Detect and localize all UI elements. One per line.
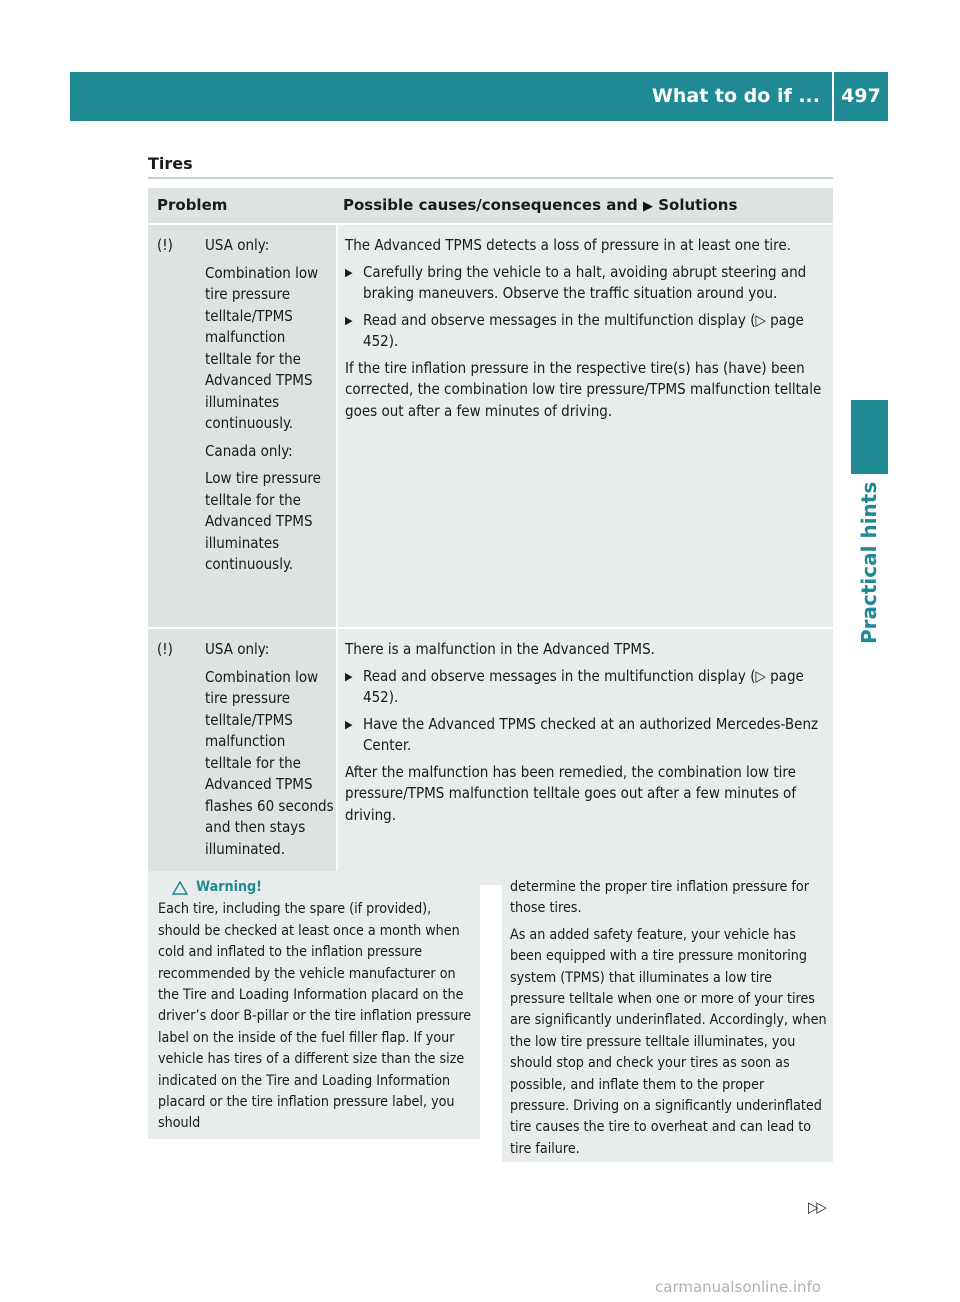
step-text: Carefully bring the vehicle to a halt, avoiding abrupt steering and braking maneuvers. Observe the traffic situation around you. (363, 262, 807, 302)
tire-pressure-warning-icon: (!) (157, 640, 173, 658)
tires-table (148, 188, 833, 885)
continuation-paragraph: determine the proper tire inflation pressure for those tires. (510, 879, 809, 917)
solution-step (345, 714, 827, 757)
problem-cell (148, 225, 336, 627)
warning-header (158, 877, 472, 898)
continuation-paragraph: As an added safety feature, your vehicle has been equipped with a tire pressure monitoring system (TPMS) that illuminates a low tire pressure telltale when one or more of your tires are significantly underinflated. Accordingly, when the low tire pressure telltale illuminates, you should stop and check your tires as soon as possible, and inflate them to the proper pressure. Driving on a significantly underinflated tire causes the tire to overheat and can lead to tire failure. (510, 926, 827, 1157)
step-text: Read and observe messages in the multifunction display (▷ page 452). (363, 666, 804, 706)
section-title: Tires (148, 154, 193, 173)
step-text: Read and observe messages in the multifunction display (▷ page 452). (363, 310, 804, 350)
problem-text (205, 639, 336, 885)
watermark: carmanualsonline.info (655, 1278, 821, 1296)
continue-arrows-icon: ▷▷ (808, 1198, 825, 1216)
solution-outro: After the malfunction has been remedied, the combination low tire pressure/TPMS malfunction telltale goes out after a few minutes of driving. (345, 762, 797, 824)
continuation-box (502, 871, 833, 1162)
header-solutions-suffix: Solutions (658, 196, 738, 214)
header-problem: Problem (157, 196, 228, 214)
warning-title: Warning! (196, 879, 262, 895)
solution-step (345, 666, 827, 709)
problem-text (205, 235, 336, 627)
step-arrow-icon: ▶ (345, 265, 353, 279)
section-divider (148, 177, 833, 179)
problem-line: Low tire pressure telltale for the Advanced TPMS illuminates continuously. (205, 469, 321, 573)
solution-intro: There is a malfunction in the Advanced TPMS. (345, 640, 655, 658)
warning-body: Each tire, including the spare (if provided), should be checked at least once a month when cold and inflated to the inflation pressure recommended by the vehicle manufacturer on the Tire and Loading Information placard on the driver’s door B-pillar or the tire inflation pressure label on the inside of the fuel filler flap. If your vehicle has tires of a different size than the size indicated on the Tire and Loading Information placard or the tire inflation pressure label, you should (158, 901, 472, 1132)
problem-line: Combination low tire pressure telltale/TPMS malfunction telltale for the Advanced TPMS flashes 60 seconds and then stays illuminated. (205, 667, 334, 858)
solution-cell (336, 629, 833, 885)
side-tab-label: Practical hints (857, 481, 881, 644)
table-header (148, 188, 833, 223)
warning-triangle-icon (172, 881, 188, 895)
solution-cell (336, 225, 833, 627)
step-arrow-icon: ▶ (345, 669, 353, 683)
side-tab-marker (851, 400, 888, 474)
page-number: 497 (841, 85, 881, 107)
arrow-right-icon: ▶ (643, 199, 654, 214)
problem-line: USA only: (205, 640, 270, 658)
header-solutions (336, 188, 833, 223)
tire-pressure-warning-icon: (!) (157, 236, 173, 254)
solution-step (345, 310, 827, 353)
chapter-title: What to do if ... (651, 85, 820, 107)
problem-line: USA only: (205, 236, 270, 254)
problem-cell (148, 629, 336, 885)
table-row (148, 627, 833, 885)
solution-outro: If the tire inflation pressure in the respective tire(s) has (have) been corrected, the combination low tire pressure/TPMS malfunction telltale goes out after a few minutes of driving. (345, 358, 822, 420)
step-arrow-icon: ▶ (345, 717, 353, 731)
header-solutions-prefix: Possible causes/consequences and (343, 196, 638, 214)
warning-box (148, 871, 480, 1139)
step-arrow-icon: ▶ (345, 313, 353, 327)
table-row (148, 223, 833, 627)
solution-step (345, 262, 827, 305)
step-text: Have the Advanced TPMS checked at an authorized Mercedes-Benz Center. (363, 714, 819, 754)
problem-line: Combination low tire pressure telltale/TPMS malfunction telltale for the Advanced TPMS illuminates continuously. (205, 263, 319, 432)
problem-line: Canada only: (205, 441, 293, 460)
solution-intro: The Advanced TPMS detects a loss of pressure in at least one tire. (345, 236, 791, 254)
